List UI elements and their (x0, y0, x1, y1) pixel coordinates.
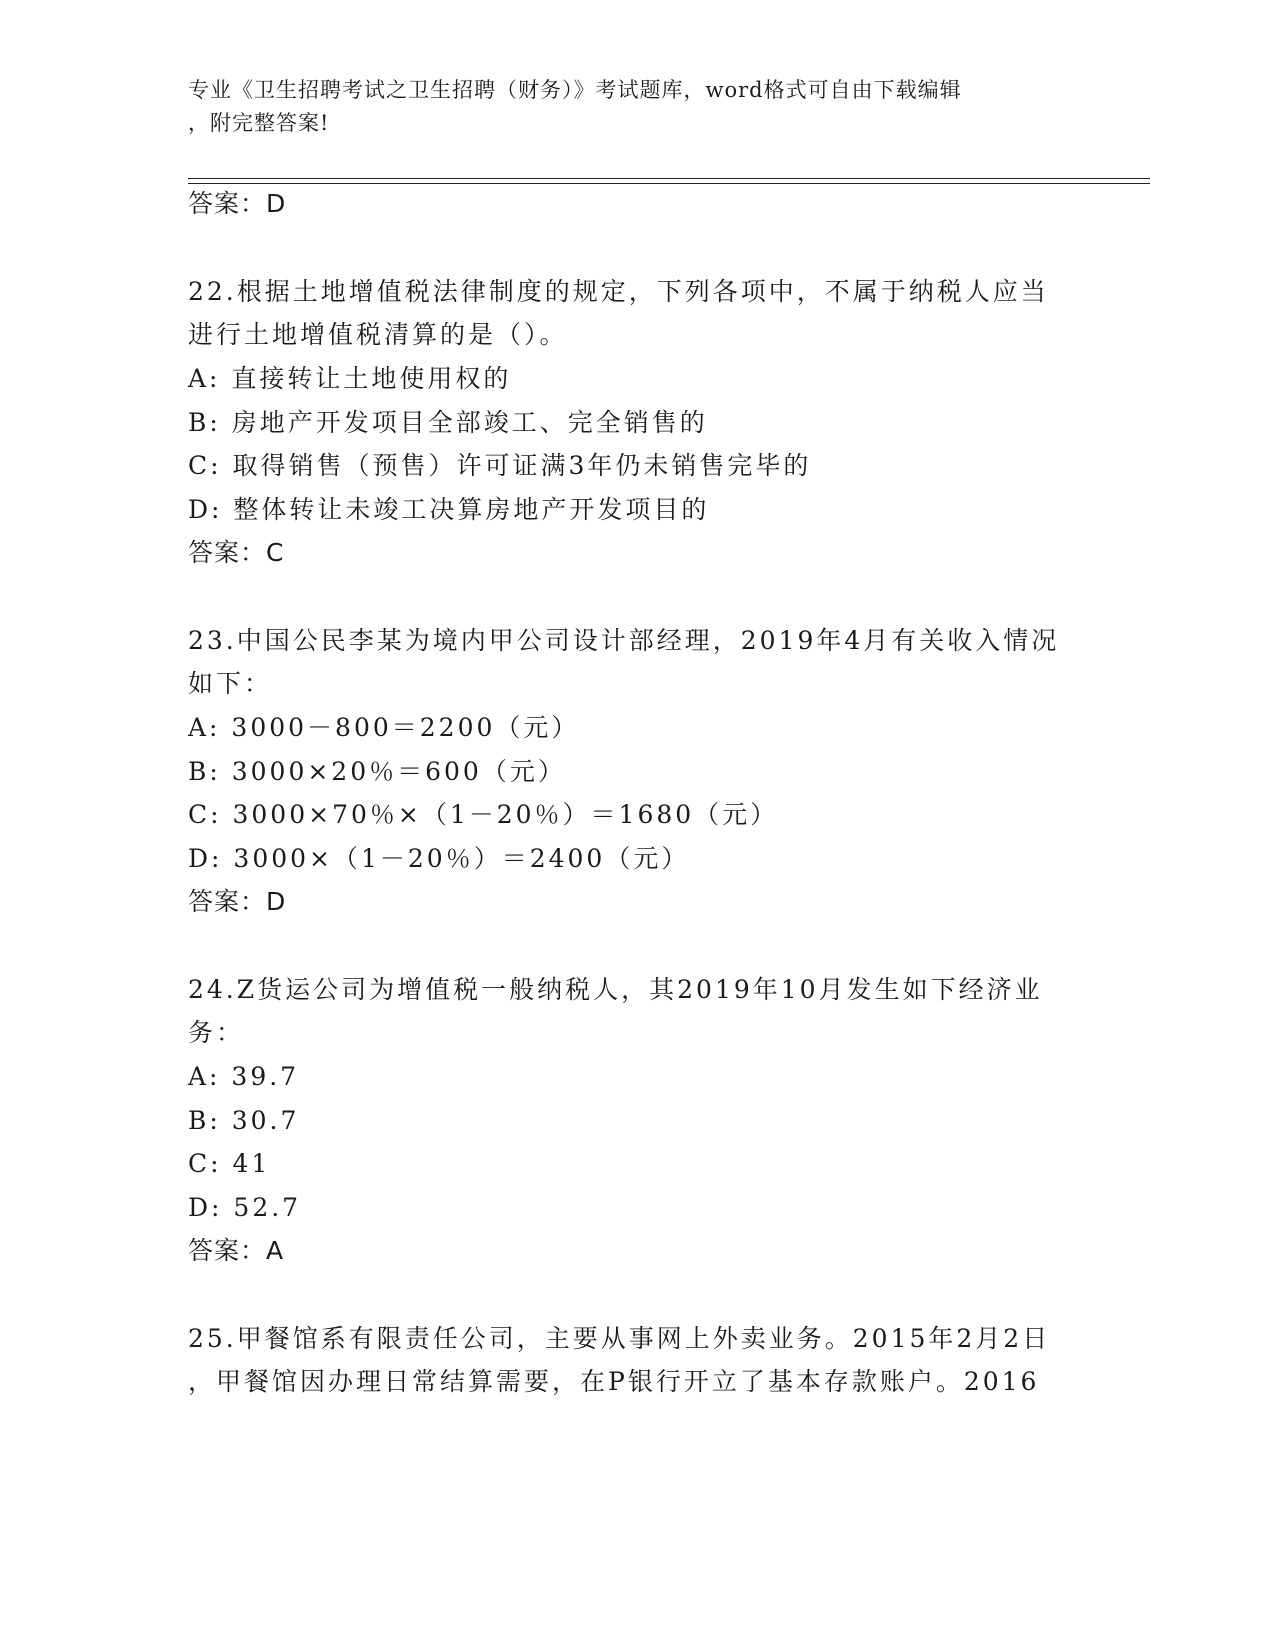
question-23-option-d: D: 3000×（1－20％）＝2400（元） (188, 844, 690, 873)
question-24-option-d: D: 52.7 (188, 1193, 302, 1222)
header-divider-bottom (188, 183, 1150, 184)
question-23-line-2: 如下： (188, 669, 273, 698)
question-24-line-2: 务： (188, 1018, 245, 1047)
header-title-line-1: 专业《卫生招聘考试之卫生招聘（财务）》考试题库，word格式可自由下载编辑 (188, 78, 962, 102)
header-divider-top (188, 178, 1150, 179)
question-23-option-a: A: 3000－800＝2200（元） (188, 713, 580, 742)
question-22-line-1: 22.根据土地增值税法律制度的规定，下列各项中，不属于纳税人应当 (188, 277, 1049, 306)
header-title-line-2: ，附完整答案! (188, 111, 330, 135)
question-22-option-d: D: 整体转让未竣工决算房地产开发项目的 (188, 495, 710, 524)
question-22-option-a: A: 直接转让土地使用权的 (188, 364, 512, 393)
answer-22: 答案：C (188, 538, 285, 567)
question-25-line-2: ，甲餐馆因办理日常结算需要，在P银行开立了基本存款账户。2016 (188, 1367, 1040, 1396)
question-22-option-c: C: 取得销售（预售）许可证满3年仍未销售完毕的 (188, 451, 812, 480)
question-24-option-b: B: 30.7 (188, 1106, 300, 1135)
answer-24: 答案：A (188, 1236, 285, 1265)
answer-23: 答案：D (188, 887, 287, 916)
question-23-option-b: B: 3000×20％＝600（元） (188, 757, 566, 786)
question-22-option-b: B: 房地产开发项目全部竣工、完全销售的 (188, 408, 708, 437)
question-22-line-2: 进行土地增值税清算的是（）。 (188, 320, 568, 349)
question-24-option-a: A: 39.7 (188, 1062, 300, 1091)
answer-21: 答案：D (188, 189, 287, 218)
question-25-line-1: 25.甲餐馆系有限责任公司，主要从事网上外卖业务。2015年2月2日 (188, 1324, 1051, 1353)
question-23-line-1: 23.中国公民李某为境内甲公司设计部经理，2019年4月有关收入情况 (188, 626, 1060, 655)
question-23-option-c: C: 3000×70％×（1－20％）＝1680（元） (188, 800, 779, 829)
question-24-line-1: 24.Z货运公司为增值税一般纳税人，其2019年10月发生如下经济业 (188, 975, 1043, 1004)
question-24-option-c: C: 41 (188, 1149, 271, 1178)
document-header (188, 74, 1068, 140)
